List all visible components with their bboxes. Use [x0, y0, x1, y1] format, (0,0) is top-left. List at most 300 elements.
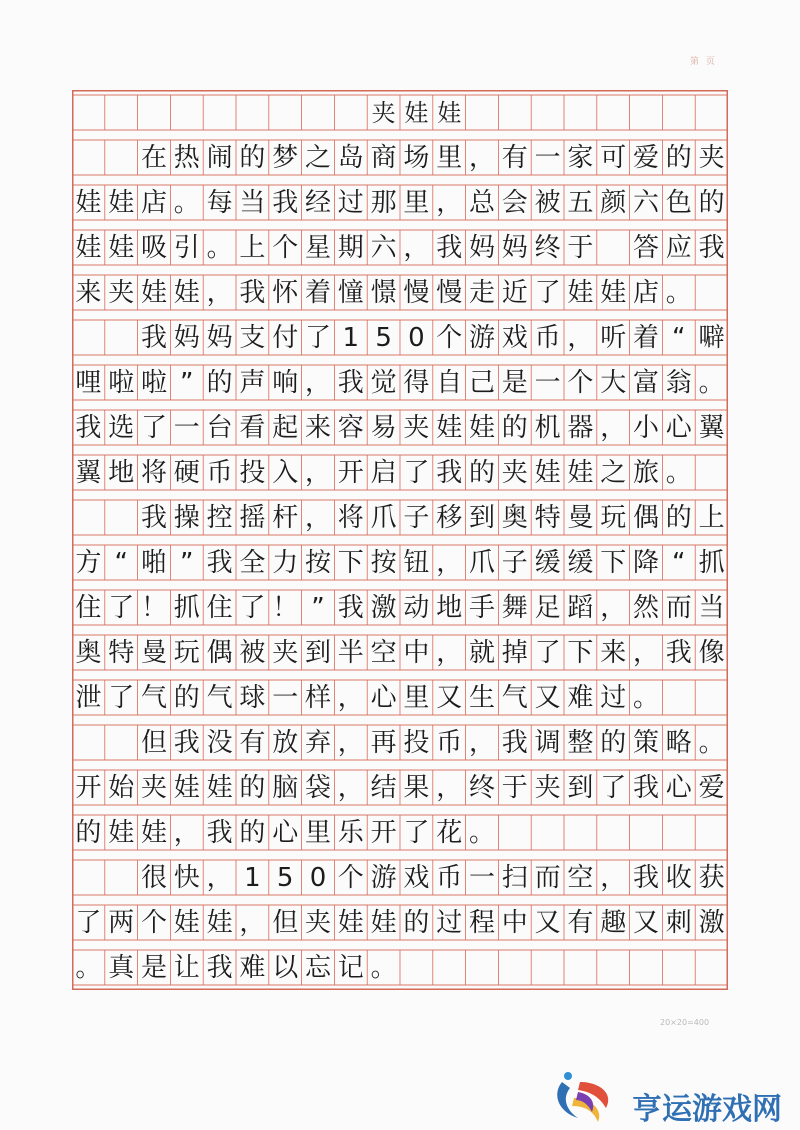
grid-char: 娃 — [600, 277, 627, 308]
grid-char: 而 — [534, 862, 561, 893]
grid-char: 很 — [140, 862, 167, 893]
grid-char: 掉 — [501, 637, 528, 668]
grid-char: 但 — [272, 907, 299, 938]
grid-char: 我 — [239, 277, 266, 308]
grid-char: 降 — [632, 547, 659, 578]
grid-char: 了 — [239, 592, 266, 623]
grid-char: ， — [337, 727, 364, 758]
grid-char: 心 — [272, 817, 299, 848]
grid-char: 了 — [108, 592, 135, 623]
grid-char: “ — [672, 322, 686, 353]
grid-char: 空 — [370, 637, 397, 668]
grid-char: 的 — [600, 727, 627, 758]
grid-char: 的 — [206, 367, 233, 398]
grid-char: 娃 — [567, 457, 594, 488]
grid-char: ， — [436, 637, 463, 668]
grid-char: 略 — [665, 727, 692, 758]
grid-char: 憬 — [370, 277, 397, 308]
grid-char: 于 — [501, 772, 528, 803]
grid-char: 动 — [403, 592, 430, 623]
grid-char: 我 — [632, 772, 659, 803]
grid-char: 个 — [337, 862, 364, 893]
grid-char: 娃 — [108, 232, 135, 263]
grid-char: 我 — [173, 727, 200, 758]
grid-char: 了 — [304, 322, 331, 353]
grid-char: 蹈 — [567, 592, 594, 623]
grid-char: 然 — [632, 592, 659, 623]
grid-char: 被 — [239, 637, 266, 668]
grid-char: 乐 — [337, 817, 364, 848]
grid-char: 中 — [403, 637, 430, 668]
grid-char: ， — [173, 817, 200, 848]
grid-char: 半 — [337, 637, 364, 668]
grid-char: ” — [180, 547, 194, 578]
grid-char: 忘 — [304, 952, 331, 983]
grid-char: 我 — [140, 502, 167, 533]
watermark-text: 亨运游戏网 — [632, 1092, 782, 1127]
grid-char: 下 — [600, 547, 627, 578]
grid-char: 我 — [206, 547, 233, 578]
grid-char: 激 — [370, 592, 397, 623]
grid-char: 响 — [272, 367, 299, 398]
grid-char: 气 — [140, 682, 167, 713]
grid-char: ” — [311, 592, 325, 623]
grid-char: 了 — [534, 637, 561, 668]
grid-char: 币 — [436, 727, 463, 758]
grid-char: 奥 — [75, 637, 102, 668]
grid-char: 星 — [304, 232, 331, 263]
grid-char: 个 — [140, 907, 167, 938]
grid-char: 了 — [403, 817, 430, 848]
grid-char: 币 — [436, 862, 463, 893]
grid-char: 那 — [370, 187, 397, 218]
grid-char: 岛 — [337, 142, 364, 173]
grid-char: 心 — [370, 682, 397, 713]
grid-char: 获 — [698, 862, 725, 893]
grid-char: 手 — [468, 592, 495, 623]
grid-char: 将 — [337, 502, 364, 533]
grid-char: 来 — [600, 637, 627, 668]
grid-char: 花 — [436, 817, 463, 848]
grid-char: 里 — [436, 142, 463, 173]
grid-char: 偶 — [206, 637, 233, 668]
grid-char: 得 — [403, 367, 430, 398]
grid-char: 又 — [632, 907, 659, 938]
grid-char: 的 — [239, 817, 266, 848]
grid-char: 自 — [436, 367, 463, 398]
grid-char: 了 — [534, 277, 561, 308]
grid-char: 小 — [632, 412, 659, 443]
grid-char: 戏 — [403, 862, 430, 893]
grid-char: 杆 — [272, 502, 299, 533]
grid-char: 之 — [304, 142, 331, 173]
grid-char: 收 — [665, 862, 692, 893]
grid-char: 果 — [403, 772, 430, 803]
grid-char: 夹 — [501, 457, 528, 488]
grid-char: 是 — [501, 367, 528, 398]
grid-char: 像 — [698, 637, 725, 668]
grid-char: 地 — [436, 592, 463, 623]
grid-char: 。 — [665, 457, 692, 488]
grid-char: ， — [206, 277, 233, 308]
grid-char: 娃 — [140, 817, 167, 848]
grid-char: 娃 — [140, 277, 167, 308]
grid-char: 噼 — [698, 322, 725, 353]
grid-char: 又 — [436, 682, 463, 713]
grid-char: 商 — [370, 142, 397, 173]
grid-char: 记 — [337, 952, 364, 983]
grid-char: 着 — [304, 277, 331, 308]
grid-char: 让 — [173, 952, 200, 983]
grid-char: 扫 — [501, 862, 528, 893]
grid-char: 容 — [337, 412, 364, 443]
watermark — [548, 1068, 798, 1128]
grid-char: 币 — [534, 322, 561, 353]
grid-char: 按 — [370, 547, 397, 578]
grid-char: 。 — [698, 727, 725, 758]
grid-char: 己 — [468, 367, 495, 398]
grid-char: 夹 — [304, 907, 331, 938]
grid-char: 娃 — [370, 907, 397, 938]
grid-char: 一 — [173, 412, 200, 443]
grid-char: 我 — [75, 412, 102, 443]
grid-char: 就 — [468, 637, 495, 668]
grid-char: 住 — [75, 592, 102, 623]
grid-char: 啪 — [140, 547, 167, 578]
grid-char: 我 — [337, 592, 364, 623]
grid-char: 了 — [75, 907, 102, 938]
grid-char: 娃 — [337, 907, 364, 938]
grid-char: ， — [239, 907, 266, 938]
grid-char: 娃 — [173, 772, 200, 803]
grid-char: 我 — [272, 187, 299, 218]
grid-char: 慢 — [403, 277, 430, 308]
grid-char: 袋 — [304, 772, 331, 803]
grid-char: 我 — [436, 232, 463, 263]
grid-char: 颜 — [600, 187, 627, 218]
grid-char: 期 — [337, 232, 364, 263]
grid-char: 的 — [665, 142, 692, 173]
grid-char: 付 — [272, 322, 299, 353]
grid-char: 足 — [534, 592, 561, 623]
grid-char: 有 — [501, 142, 528, 173]
grid-char: 玩 — [600, 502, 627, 533]
grid-char: 刺 — [665, 907, 692, 938]
grid-char: 再 — [370, 727, 397, 758]
grid-char: 娃 — [468, 412, 495, 443]
grid-char: ， — [206, 862, 233, 893]
grid-char: 以 — [272, 952, 299, 983]
grid-char: 一 — [272, 682, 299, 713]
grid-char: 。 — [206, 232, 233, 263]
grid-char: 控 — [206, 502, 233, 533]
grid-char: 摇 — [239, 502, 266, 533]
grid-char: 的 — [468, 457, 495, 488]
grid-char: 经 — [304, 187, 331, 218]
grid-char: 按 — [304, 547, 331, 578]
grid-char: 没 — [206, 727, 233, 758]
grid-char: 始 — [108, 772, 135, 803]
grid-char: ， — [304, 502, 331, 533]
grid-char: ， — [468, 142, 495, 173]
grid-char: 应 — [665, 232, 692, 263]
grid-char: 六 — [632, 187, 659, 218]
grid-char: 憧 — [337, 277, 364, 308]
grid-char: ， — [567, 322, 594, 353]
grid-char: 热 — [173, 142, 200, 173]
grid-char: 易 — [370, 412, 397, 443]
grid-char: ， — [304, 457, 331, 488]
grid-char: 游 — [370, 862, 397, 893]
page-number: 第 页 — [690, 57, 717, 67]
grid-char: 的 — [173, 682, 200, 713]
grid-char: 移 — [436, 502, 463, 533]
grid-char: ， — [468, 727, 495, 758]
grid-char: 上 — [239, 232, 266, 263]
grid-char: 家 — [567, 142, 594, 173]
grid-char: 啦 — [140, 367, 167, 398]
grid-char: 。 — [698, 367, 725, 398]
grid-char: 看 — [239, 412, 266, 443]
grid-char: 哩 — [75, 367, 102, 398]
grid-char: 钮 — [403, 547, 430, 578]
grid-char: 来 — [304, 412, 331, 443]
grid-char: 娃 — [108, 817, 135, 848]
grid-char: 奥 — [501, 502, 528, 533]
grid-char: 旅 — [632, 457, 659, 488]
grid-char: 戏 — [501, 322, 528, 353]
grid-char: 。 — [632, 682, 659, 713]
grid-char: 硬 — [173, 457, 200, 488]
grid-char: ， — [337, 772, 364, 803]
grid-char: 妈 — [206, 322, 233, 353]
grid-char: 终 — [534, 232, 561, 263]
grid-char: 我 — [632, 862, 659, 893]
title-char: 娃 — [404, 98, 429, 127]
grid-char: 色 — [665, 187, 692, 218]
grid-char: 激 — [698, 907, 725, 938]
grid-char: 下 — [337, 547, 364, 578]
grid-char: 六 — [370, 232, 397, 263]
grid-char: 了 — [108, 682, 135, 713]
grid-char: 娃 — [75, 187, 102, 218]
grid-char: 曼 — [567, 502, 594, 533]
grid-char: ， — [632, 637, 659, 668]
grid-char: 放 — [272, 727, 299, 758]
grid-char: 舞 — [501, 592, 528, 623]
grid-char: 近 — [501, 277, 528, 308]
grid-char: “ — [114, 547, 128, 578]
grid-char: 我 — [206, 952, 233, 983]
grid-char: 怀 — [272, 277, 299, 308]
watermark-logo-icon — [548, 1068, 628, 1128]
grid-char: 子 — [403, 502, 430, 533]
grid-char: 爪 — [370, 502, 397, 533]
grid-char: 有 — [567, 907, 594, 938]
grid-char: 梦 — [272, 142, 299, 173]
grid-char: ， — [600, 412, 627, 443]
grid-char: 。 — [665, 277, 692, 308]
grid-char: 空 — [567, 862, 594, 893]
grid-char: 。 — [75, 952, 102, 983]
grid-char: 当 — [698, 592, 725, 623]
grid-char: 生 — [468, 682, 495, 713]
grid-char: 我 — [337, 367, 364, 398]
grid-char: 游 — [468, 322, 495, 353]
grid-char: 夹 — [403, 412, 430, 443]
grid-char: 起 — [272, 412, 299, 443]
grid-char: 闹 — [206, 142, 233, 173]
grid-char: 个 — [272, 232, 299, 263]
grid-char: ， — [403, 232, 430, 263]
grid-char: 妈 — [501, 232, 528, 263]
grid-char: 可 — [600, 142, 627, 173]
grid-char: 策 — [632, 727, 659, 758]
grid-char: 妈 — [468, 232, 495, 263]
grid-char: 的 — [501, 412, 528, 443]
grid-char: 1 — [342, 322, 360, 353]
grid-char: 被 — [534, 187, 561, 218]
grid-char: 入 — [272, 457, 299, 488]
grid-char: 全 — [239, 547, 266, 578]
grid-char: 声 — [239, 367, 266, 398]
grid-char: 整 — [567, 727, 594, 758]
grid-char: 又 — [534, 907, 561, 938]
grid-char: 有 — [239, 727, 266, 758]
title-char: 娃 — [437, 98, 462, 127]
grid-char: 机 — [534, 412, 561, 443]
grid-char: 爪 — [468, 547, 495, 578]
grid-char: 个 — [567, 367, 594, 398]
grid-char: 的 — [403, 907, 430, 938]
grid-char: 的 — [75, 817, 102, 848]
grid-char: 娃 — [173, 907, 200, 938]
grid-char: 我 — [436, 457, 463, 488]
grid-char: 0 — [309, 862, 327, 893]
grid-char: 终 — [468, 772, 495, 803]
grid-char: 器 — [567, 412, 594, 443]
grid-char: 特 — [108, 637, 135, 668]
grid-char: 娃 — [173, 277, 200, 308]
grid-char: 气 — [206, 682, 233, 713]
grid-char: 吸 — [140, 232, 167, 263]
grid-char: 会 — [501, 187, 528, 218]
grid-char: 将 — [140, 457, 167, 488]
grid-char: 店 — [632, 277, 659, 308]
grid-char: 娃 — [567, 277, 594, 308]
grid-paper — [72, 90, 728, 990]
grid-char: 缓 — [534, 547, 561, 578]
grid-char: 台 — [206, 412, 233, 443]
grid-char: 慢 — [436, 277, 463, 308]
grid-char: ！ — [140, 592, 167, 623]
grid-char: 。 — [468, 817, 495, 848]
grid-char: 大 — [600, 367, 627, 398]
grid-char: 。 — [173, 187, 200, 218]
grid-char: 投 — [403, 727, 430, 758]
grid-char: 泄 — [75, 682, 102, 713]
grid-char: 里 — [403, 682, 430, 713]
grid-char: 娃 — [206, 772, 233, 803]
grid-char: 娃 — [206, 907, 233, 938]
grid-char: 操 — [173, 502, 200, 533]
grid-char: 曼 — [140, 637, 167, 668]
grid-char: 特 — [534, 502, 561, 533]
grid-char: ， — [600, 862, 627, 893]
grid-char: 里 — [304, 817, 331, 848]
grid-char: 了 — [403, 457, 430, 488]
grid-char: 偶 — [632, 502, 659, 533]
grid-char: 一 — [534, 367, 561, 398]
grid-char: 了 — [600, 772, 627, 803]
grid-char: 快 — [173, 862, 200, 893]
grid-char: 心 — [665, 772, 692, 803]
grid-char: 住 — [206, 592, 233, 623]
grid-char: 店 — [140, 187, 167, 218]
grid-char: 之 — [600, 457, 627, 488]
grid-char: 翼 — [75, 457, 102, 488]
grid-char: 抓 — [698, 547, 725, 578]
grid-char: ， — [337, 682, 364, 713]
grid-char: 娃 — [75, 232, 102, 263]
grid-char: 但 — [140, 727, 167, 758]
grid-char: 样 — [304, 682, 331, 713]
grid-char: 趣 — [600, 907, 627, 938]
grid-count-label: 20×20=400 — [660, 1018, 710, 1027]
grid-char: 到 — [304, 637, 331, 668]
grid-char: ， — [304, 367, 331, 398]
grid-char: 难 — [567, 682, 594, 713]
grid-char: 5 — [276, 862, 294, 893]
grid-char: 调 — [534, 727, 561, 758]
grid-char: 过 — [600, 682, 627, 713]
grid-char: 个 — [436, 322, 463, 353]
grid-char: 答 — [632, 232, 659, 263]
grid-char: 着 — [632, 322, 659, 353]
grid-char: 难 — [239, 952, 266, 983]
grid-char: 翼 — [698, 412, 725, 443]
grid-char: 每 — [206, 187, 233, 218]
grid-char: 觉 — [370, 367, 397, 398]
title-char: 夹 — [371, 98, 396, 127]
grid-char: “ — [672, 547, 686, 578]
grid-char: 夹 — [534, 772, 561, 803]
grid-char: 。 — [370, 952, 397, 983]
grid-char: 地 — [108, 457, 135, 488]
grid-char: ， — [600, 592, 627, 623]
grid-char: 的 — [665, 502, 692, 533]
grid-char: 气 — [501, 682, 528, 713]
grid-char: 投 — [239, 457, 266, 488]
grid-char: 支 — [239, 322, 266, 353]
grid-char: 夹 — [698, 142, 725, 173]
grid-char: 我 — [140, 322, 167, 353]
grid-char: 我 — [698, 232, 725, 263]
grid-char: 五 — [567, 187, 594, 218]
grid-char: 启 — [370, 457, 397, 488]
grid-char: 场 — [403, 142, 430, 173]
grid-char: 方 — [75, 547, 102, 578]
grid-char: 一 — [468, 862, 495, 893]
grid-char: 选 — [108, 412, 135, 443]
grid-char: 心 — [665, 412, 692, 443]
grid-char: 过 — [337, 187, 364, 218]
grid-char: 力 — [272, 547, 299, 578]
grid-char: 在 — [140, 142, 167, 173]
grid-char: 是 — [140, 952, 167, 983]
grid-char: 弃 — [304, 727, 331, 758]
grid-char: 于 — [567, 232, 594, 263]
